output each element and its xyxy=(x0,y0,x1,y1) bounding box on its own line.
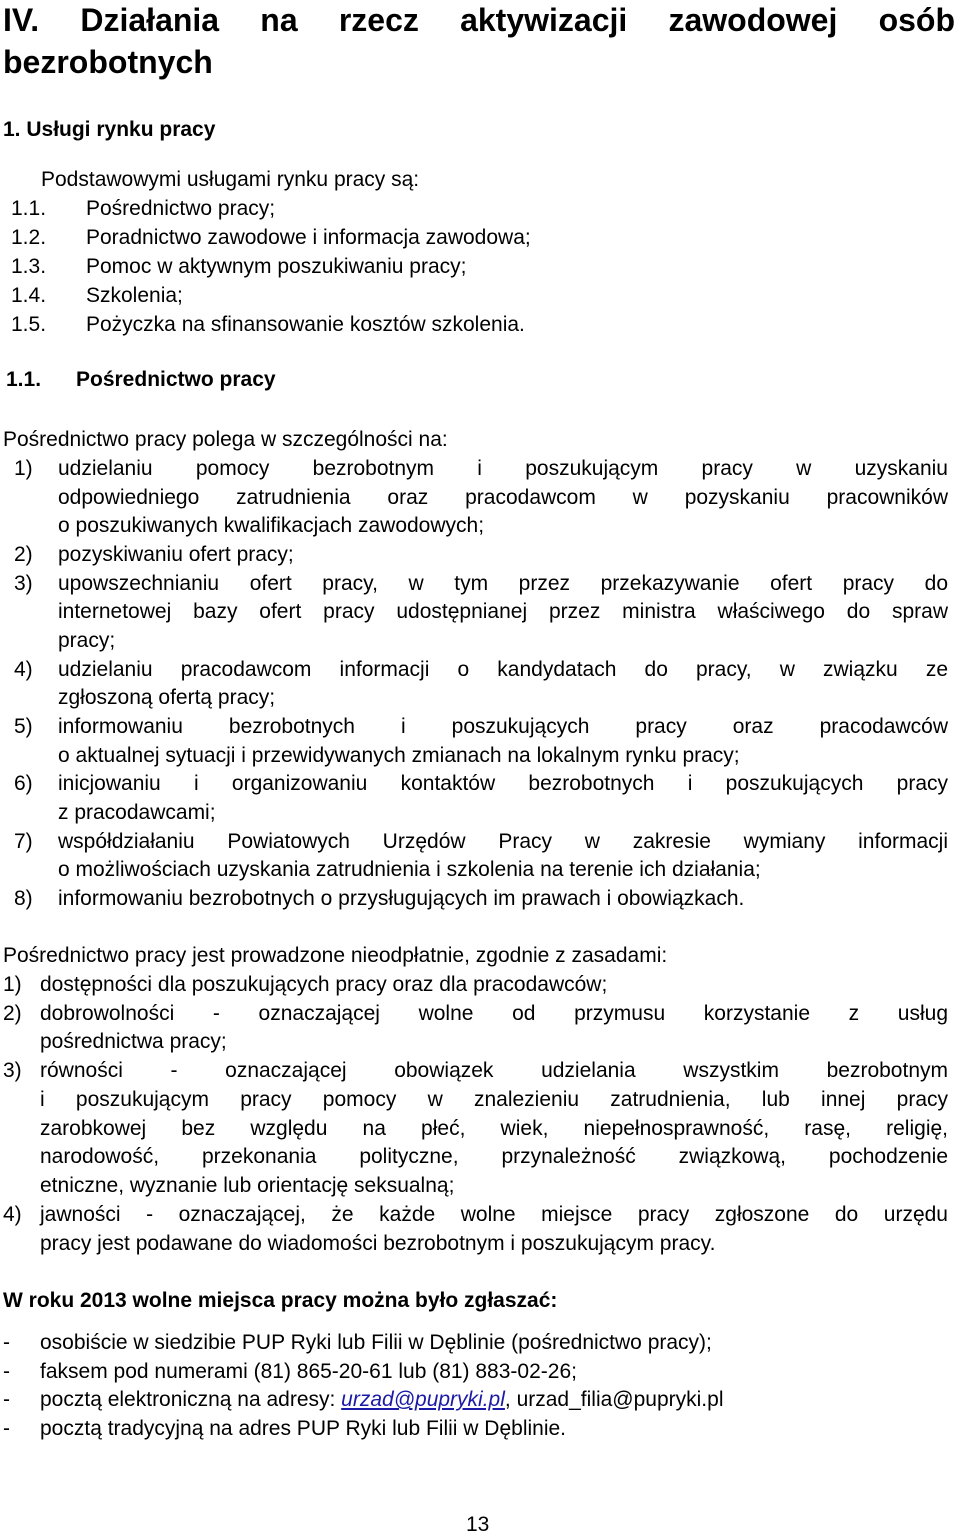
list-item-number: 1.4. xyxy=(11,284,47,307)
list-item-line: pracy jest podawane do wiadomości bezrobotnym i poszukującym pracy. xyxy=(40,1232,716,1255)
list-item-number: 2) xyxy=(3,1002,22,1025)
subsection-intro: Pośrednictwo pracy polega w szczególności na: xyxy=(3,428,448,451)
list-item-line: internetowej bazy ofert pracy udostępnianej przez ministra właściwego do spraw xyxy=(58,600,948,623)
list-item-line: dobrowolności - oznaczającej wolne od przymusu korzystanie z usług xyxy=(40,1002,948,1025)
list-dash: - xyxy=(3,1417,10,1440)
list-item-number: 1) xyxy=(14,457,33,480)
list-item-number: 1.1. xyxy=(11,197,47,220)
chapter-title-line2: bezrobotnych xyxy=(3,44,213,80)
list-dash: - xyxy=(3,1331,10,1354)
list-item-number: 4) xyxy=(3,1203,22,1226)
list-dash: - xyxy=(3,1388,10,1411)
list-item-line: pracy; xyxy=(58,629,116,652)
list-item: Poradnictwo zawodowe i informacja zawodowa; xyxy=(86,226,531,249)
list-item: Pożyczka na sfinansowanie kosztów szkolenia. xyxy=(86,313,525,336)
list-dash: - xyxy=(3,1360,10,1383)
list-item: Pomoc w aktywnym poszukiwaniu pracy; xyxy=(86,255,467,278)
list-item-line: współdziałaniu Powiatowych Urzędów Pracy w zakresie wymiany informacji xyxy=(58,830,948,853)
list-item-line: pozyskiwaniu ofert pracy; xyxy=(58,543,294,566)
list-item-number: 6) xyxy=(14,772,33,795)
list-item-line: o poszukiwanych kwalifikacjach zawodowych; xyxy=(58,514,485,537)
list-item-line: o możliwościach uzyskania zatrudnienia i szkolenia na terenie ich działania; xyxy=(58,858,761,881)
list-item-line: z pracodawcami; xyxy=(58,801,216,824)
list-item-number: 5) xyxy=(14,715,33,738)
list-item-number: 2) xyxy=(14,543,33,566)
list-item-number: 1.3. xyxy=(11,255,47,278)
email-secondary: , urzad_filia@pupryki.pl xyxy=(504,1388,724,1411)
list-item-email xyxy=(40,1388,724,1412)
list-item-number: 7) xyxy=(14,830,33,853)
list-item-number: 4) xyxy=(14,658,33,681)
list-item-line: i poszukującym pracy pomocy w znalezieniu zatrudnienia, lub innej pracy xyxy=(40,1088,948,1111)
list-item-line: zgłoszoną ofertą pracy; xyxy=(58,686,276,709)
list-item-number: 8) xyxy=(14,887,33,910)
list-item-line: narodowość, przekonania polityczne, przynależność związkową, pochodzenie xyxy=(40,1145,948,1168)
email-link[interactable]: urzad@pupryki.pl xyxy=(341,1388,505,1411)
list-item-line: udzielaniu pomocy bezrobotnym i poszukującym pracy w uzyskaniu xyxy=(58,457,948,480)
list-item-line: informowaniu bezrobotnych i poszukujących pracy oraz pracodawców xyxy=(58,715,948,738)
list-item: Pośrednictwo pracy; xyxy=(86,197,276,220)
chapter-title-line1: IV. Działania na rzecz aktywizacji zawodowej osób xyxy=(3,2,955,38)
list-item-number: 3) xyxy=(3,1059,22,1082)
list-item-line: zarobkowej bez względu na płeć, wiek, niepełnosprawność, rasę, religię, xyxy=(40,1117,948,1140)
list-item: faksem pod numerami (81) 865-20-61 lub (81) 883-02-26; xyxy=(40,1360,577,1383)
section-intro: Podstawowymi usługami rynku pracy są: xyxy=(41,168,420,191)
list-item: pocztą tradycyjną na adres PUP Ryki lub Filii w Dęblinie. xyxy=(40,1417,567,1440)
list-item-line: dostępności dla poszukujących pracy oraz dla pracodawców; xyxy=(40,973,608,996)
principles-intro: Pośrednictwo pracy jest prowadzone nieodpłatnie, zgodnie z zasadami: xyxy=(3,944,668,967)
list-item-line: równości - oznaczającej obowiązek udzielania wszystkim bezrobotnym xyxy=(40,1059,948,1082)
subsection-number: 1.1. xyxy=(6,368,42,391)
list-item-line: etniczne, wyznanie lub orientację seksualną; xyxy=(40,1174,455,1197)
list-item-number: 1) xyxy=(3,973,22,996)
list-item-line: informowaniu bezrobotnych o przysługujących im prawach i obowiązkach. xyxy=(58,887,745,910)
list-item-line: pośrednictwa pracy; xyxy=(40,1030,227,1053)
list-item-line: upowszechnianiu ofert pracy, w tym przez przekazywanie ofert pracy do xyxy=(58,572,948,595)
page-number: 13 xyxy=(466,1513,490,1536)
list-item-line: odpowiedniego zatrudnienia oraz pracodawcom w pozyskaniu pracowników xyxy=(58,486,948,509)
list-item-line: udzielaniu pracodawcom informacji o kandydatach do pracy, w związku ze xyxy=(58,658,948,681)
list-item-number: 3) xyxy=(14,572,33,595)
list-item-line: jawności - oznaczającej, że każde wolne miejsce pracy zgłoszone do urzędu xyxy=(40,1203,948,1226)
list-item: osobiście w siedzibie PUP Ryki lub Filii w Dęblinie (pośrednictwo pracy); xyxy=(40,1331,712,1354)
section-heading: 1. Usługi rynku pracy xyxy=(3,118,216,141)
list-item-number: 1.5. xyxy=(11,313,47,336)
list-item-line: o aktualnej sytuacji i przewidywanych zmianach na lokalnym rynku pracy; xyxy=(58,744,740,767)
subsection-title: Pośrednictwo pracy xyxy=(76,368,276,391)
list-item: Szkolenia; xyxy=(86,284,183,307)
channels-heading: W roku 2013 wolne miejsca pracy można było zgłaszać: xyxy=(3,1289,558,1312)
email-label: pocztą elektroniczną na adresy: xyxy=(40,1388,342,1411)
list-item-line: inicjowaniu i organizowaniu kontaktów bezrobotnych i poszukujących pracy xyxy=(58,772,948,795)
list-item-number: 1.2. xyxy=(11,226,47,249)
